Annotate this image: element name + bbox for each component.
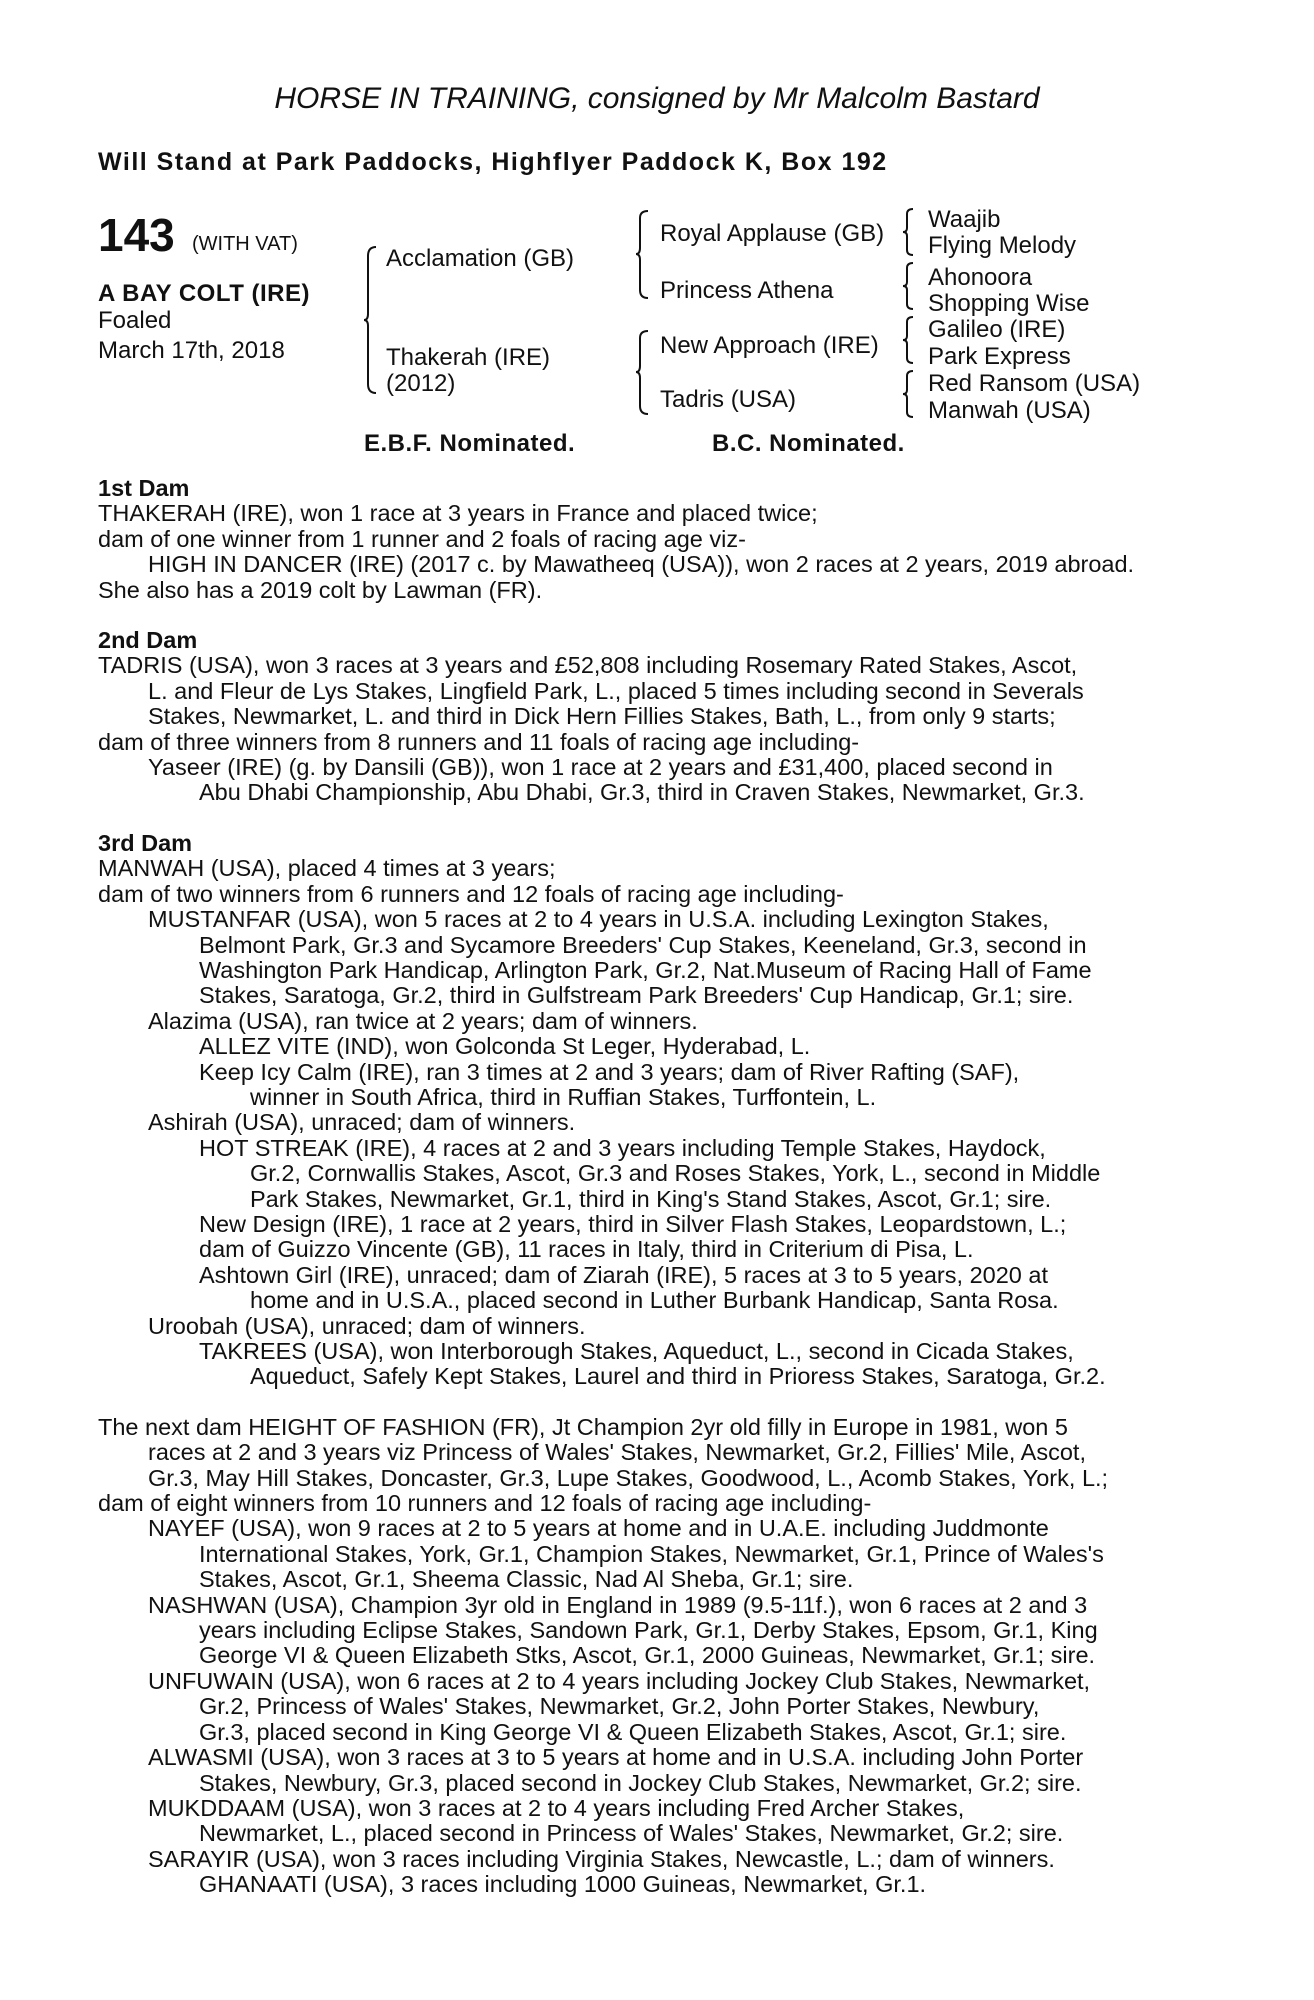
dam3-line: dam of Guizzo Vincente (GB), 11 races in Italy, third in Criterium di Pisa, L.	[199, 1236, 974, 1263]
pedigree-ddd: Manwah (USA)	[928, 397, 1091, 424]
dam3-line: winner in South Africa, third in Ruffian Stakes, Turffontein, L.	[250, 1083, 877, 1110]
dam3-line: TAKREES (USA), won Interborough Stakes, Aqueduct, L., second in Cicada Stakes,	[199, 1338, 1074, 1364]
dam3-line: Gr.2, Cornwallis Stakes, Ascot, Gr.3 and Roses Stakes, York, L., second in Middle	[250, 1160, 1101, 1187]
dam3-line: Alazima (USA), ran twice at 2 years; dam of winners.	[148, 1007, 698, 1034]
dam2-line: L. and Fleur de Lys Stakes, Lingfield Park, L., placed 5 times including second in Severals	[148, 677, 1084, 704]
pedigree-dam: Thakerah (IRE)	[386, 344, 551, 371]
pedigree-dam-year: (2012)	[386, 370, 456, 397]
pedigree-bracket-sire	[636, 210, 650, 300]
catalogue-title: HORSE IN TRAINING, consigned by Mr Malcolm Bastard	[274, 82, 1040, 115]
dam3-line: Aqueduct, Safely Kept Stakes, Laurel and third in Prioress Stakes, Saratoga, Gr.2.	[250, 1363, 1106, 1390]
pedigree-bracket-sd	[903, 262, 915, 310]
dam2-line: Yaseer (IRE) (g. by Dansili (GB)), won 1 race at 2 years and £31,400, placed second in	[148, 754, 1053, 781]
nextdam-line: Gr.3, placed second in King George VI & Queen Elizabeth Stakes, Ascot, Gr.1; sire.	[199, 1718, 1067, 1745]
nextdam-line: GHANAATI (USA), 3 races including 1000 Guineas, Newmarket, Gr.1.	[199, 1871, 927, 1898]
nextdam-line: Newmarket, L., placed second in Princess of Wales' Stakes, Newmarket, Gr.2; sire.	[199, 1820, 1064, 1847]
pedigree-bracket-dd	[903, 370, 915, 418]
nextdam-line: ALWASMI (USA), won 3 races at 3 to 5 years at home and in U.S.A. including John Porter	[148, 1744, 1084, 1771]
nextdam-line: The next dam HEIGHT OF FASHION (FR), Jt Champion 2yr old filly in Europe in 1981, won 5	[98, 1413, 1068, 1440]
pedigree-sire-sire: Royal Applause (GB)	[660, 220, 885, 247]
pedigree-sss: Waajib	[928, 206, 1001, 233]
dam3-line: dam of two winners from 6 runners and 12 foals of racing age including-	[98, 880, 844, 907]
pedigree-dsd: Park Express	[928, 343, 1071, 370]
dam2-heading: 2nd Dam	[98, 627, 198, 654]
dam1-heading: 1st Dam	[98, 475, 190, 501]
pedigree-bracket-main	[364, 246, 378, 394]
stand-location: Will Stand at Park Paddocks, Highflyer Paddock K, Box 192	[98, 148, 888, 176]
dam3-line: Keep Icy Calm (IRE), ran 3 times at 2 and 3 years; dam of River Rafting (SAF),	[199, 1058, 1020, 1085]
dam3-line: Ashtown Girl (IRE), unraced; dam of Ziarah (IRE), 5 races at 3 to 5 years, 2020 at	[199, 1261, 1048, 1288]
dam2-line: Stakes, Newmarket, L. and third in Dick Hern Fillies Stakes, Bath, L., from only 9 starts;	[148, 703, 1056, 730]
pedigree-bracket-dam	[636, 330, 650, 416]
foaled-label: Foaled	[98, 307, 172, 334]
dam3-line: HOT STREAK (IRE), 4 races at 2 and 3 years including Temple Stakes, Haydock,	[199, 1134, 1046, 1161]
nextdam-line: MUKDDAAM (USA), won 3 races at 2 to 4 years including Fred Archer Stakes,	[148, 1794, 965, 1821]
nextdam-line: International Stakes, York, Gr.1, Champion Stakes, Newmarket, Gr.1, Prince of Wales's	[199, 1540, 1104, 1567]
bc-nominated: B.C. Nominated.	[712, 430, 905, 457]
nextdam-line: NAYEF (USA), won 9 races at 2 to 5 years at home and in U.A.E. including Juddmonte	[148, 1515, 1049, 1542]
dam2-line: dam of three winners from 8 runners and 11 foals of racing age including-	[98, 728, 860, 755]
lot-title: A BAY COLT (IRE)	[98, 280, 311, 307]
dam1-line: THAKERAH (IRE), won 1 race at 3 years in France and placed twice;	[98, 500, 818, 527]
dam3-line: Washington Park Handicap, Arlington Park, Gr.2, Nat.Museum of Racing Hall of Fame	[199, 956, 1092, 983]
pedigree-sdd: Shopping Wise	[928, 290, 1090, 317]
nextdam-line: NASHWAN (USA), Champion 3yr old in England in 1989 (9.5-11f.), won 6 races at 2 and 3	[148, 1591, 1088, 1618]
dam1-line: dam of one winner from 1 runner and 2 foals of racing age viz-	[98, 525, 746, 552]
vat-note: (WITH VAT)	[192, 233, 298, 255]
dam1-line: HIGH IN DANCER (IRE) (2017 c. by Mawatheeq (USA)), won 2 races at 2 years, 2019 abroad.	[148, 551, 1135, 578]
dam3-line: ALLEZ VITE (IND), won Golconda St Leger, Hyderabad, L.	[199, 1033, 811, 1060]
nextdam-line: Stakes, Ascot, Gr.1, Sheema Classic, Nad Al Sheba, Gr.1; sire.	[199, 1566, 854, 1593]
nextdam-line: years including Eclipse Stakes, Sandown Park, Gr.1, Derby Stakes, Epsom, Gr.1, King	[199, 1617, 1098, 1644]
nextdam-line: Gr.2, Princess of Wales' Stakes, Newmarket, Gr.2, John Porter Stakes, Newbury,	[199, 1693, 1040, 1720]
dam3-line: Stakes, Saratoga, Gr.2, third in Gulfstream Park Breeders' Cup Handicap, Gr.1; sire.	[199, 982, 1074, 1009]
pedigree-bracket-ds	[903, 316, 915, 364]
pedigree-dss: Galileo (IRE)	[928, 316, 1066, 343]
dam2-line: Abu Dhabi Championship, Abu Dhabi, Gr.3, third in Craven Stakes, Newmarket, Gr.3.	[199, 779, 1085, 806]
dam3-line: home and in U.S.A., placed second in Luther Burbank Handicap, Santa Rosa.	[250, 1287, 1059, 1314]
dam3-line: MANWAH (USA), placed 4 times at 3 years;	[98, 855, 556, 882]
dam3-heading: 3rd Dam	[98, 829, 193, 856]
pedigree-dam-dam: Tadris (USA)	[660, 386, 797, 413]
pedigree-sire-dam: Princess Athena	[660, 277, 834, 304]
nextdam-line: Stakes, Newbury, Gr.3, placed second in Jockey Club Stakes, Newmarket, Gr.2; sire.	[199, 1769, 1082, 1796]
pedigree-dds: Red Ransom (USA)	[928, 370, 1141, 397]
foaled-date: March 17th, 2018	[98, 337, 285, 364]
nextdam-line: George VI & Queen Elizabeth Stks, Ascot, Gr.1, 2000 Guineas, Newmarket, Gr.1; sire.	[199, 1642, 1096, 1669]
dam3-line: New Design (IRE), 1 race at 2 years, third in Silver Flash Stakes, Leopardstown, L.;	[199, 1210, 1067, 1237]
dam3-line: MUSTANFAR (USA), won 5 races at 2 to 4 years in U.S.A. including Lexington Stakes,	[148, 906, 1049, 933]
pedigree-dam-sire: New Approach (IRE)	[660, 332, 879, 359]
nextdam-line: Gr.3, May Hill Stakes, Doncaster, Gr.3, Lupe Stakes, Goodwood, L., Acomb Stakes, York, L.;	[148, 1464, 1109, 1491]
dam3-line: Ashirah (USA), unraced; dam of winners.	[148, 1109, 576, 1136]
pedigree-ssd: Flying Melody	[928, 232, 1077, 259]
foaled-info	[98, 306, 285, 366]
pedigree-sire: Acclamation (GB)	[386, 245, 575, 272]
dam1-line: She also has a 2019 colt by Lawman (FR).	[98, 576, 543, 603]
dam3-line: Uroobah (USA), unraced; dam of winners.	[148, 1312, 586, 1339]
nextdam-line: races at 2 and 3 years viz Princess of Wales' Stakes, Newmarket, Gr.2, Fillies' Mile, Ascot,	[148, 1439, 1086, 1466]
catalogue-body	[98, 476, 1208, 1898]
dam2-line: TADRIS (USA), won 3 races at 3 years and £52,808 including Rosemary Rated Stakes, Ascot,	[98, 652, 1078, 679]
pedigree-bracket-ss	[903, 208, 915, 256]
dam3-line: Park Stakes, Newmarket, Gr.1, third in King's Stand Stakes, Ascot, Gr.1; sire.	[250, 1185, 1052, 1212]
nextdam-line: UNFUWAIN (USA), won 6 races at 2 to 4 years including Jockey Club Stakes, Newmarket,	[148, 1667, 1091, 1694]
pedigree-sds: Ahonoora	[928, 264, 1033, 291]
nextdam-line: dam of eight winners from 10 runners and 12 foals of racing age including-	[98, 1490, 872, 1517]
ebf-nominated: E.B.F. Nominated.	[364, 430, 576, 457]
dam3-line: Belmont Park, Gr.3 and Sycamore Breeders' Cup Stakes, Keeneland, Gr.3, second in	[199, 931, 1087, 958]
lot-number: 143	[98, 209, 175, 261]
nextdam-line: SARAYIR (USA), won 3 races including Virginia Stakes, Newcastle, L.; dam of winners.	[148, 1845, 1055, 1872]
